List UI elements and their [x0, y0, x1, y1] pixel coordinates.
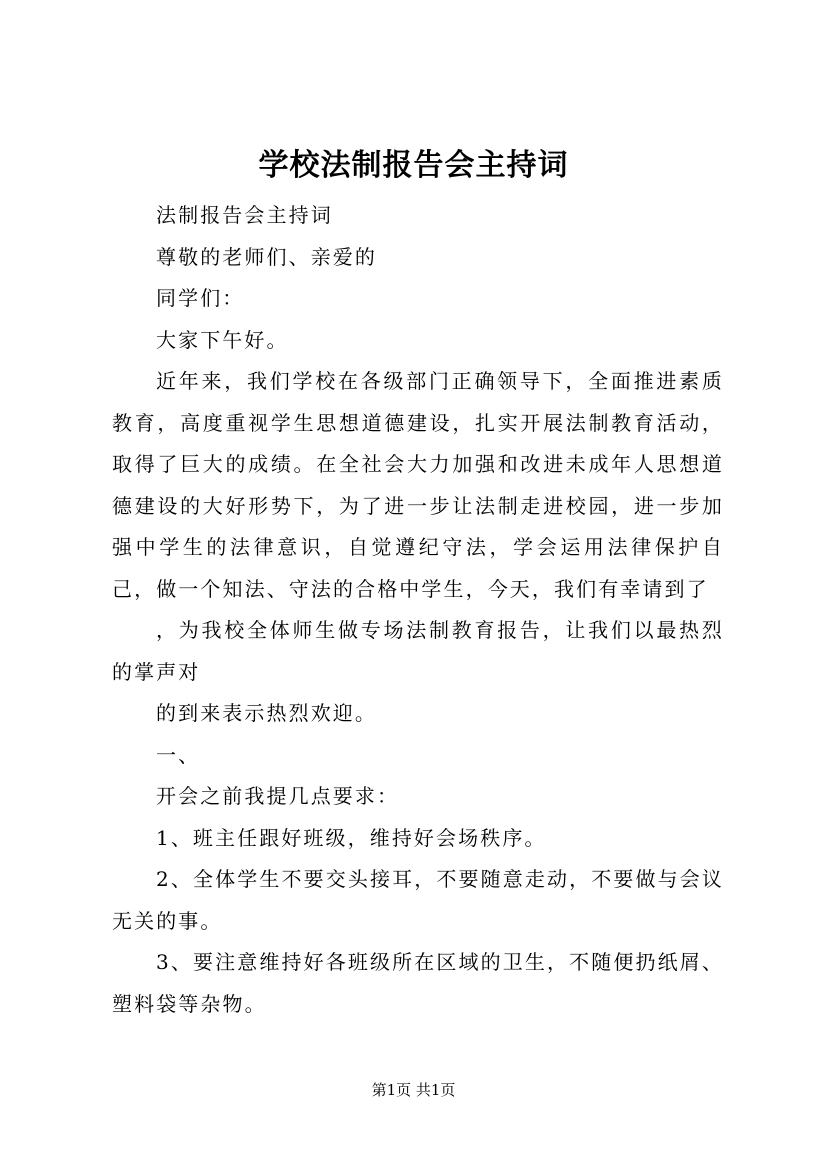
- paragraph-requirements: 开会之前我提几点要求：: [156, 784, 400, 808]
- paragraph-requirement-2: 2、全体学生不要交头接耳，不要随意走动，不要做与会议无关的事。: [112, 867, 724, 933]
- paragraph-requirement-1: 1、班主任跟好班级，维持好会场秩序。: [156, 825, 547, 850]
- paragraph-section-one: 一、: [156, 742, 201, 767]
- paragraph-salutation-cont: 同学们：: [156, 286, 245, 310]
- document-body: [112, 195, 724, 1025]
- paragraph-requirement-3: 3、要注意维持好各班级所在区域的卫生，不随便扔纸屑、塑料袋等杂物。: [112, 950, 724, 1016]
- paragraph-subtitle: 法制报告会主持词: [156, 203, 333, 227]
- paragraph-greeting: 大家下午好。: [156, 327, 289, 352]
- paragraph-salutation: 尊敬的老师们、亲爱的: [156, 244, 377, 269]
- document-title: 学校法制报告会主持词: [258, 148, 569, 183]
- page-footer: 第1页 共1页: [371, 1081, 456, 1099]
- paragraph-intro: 近年来，我们学校在各级部门正确领导下，全面推进素质教育，高度重视学生思想道德建设，扎实开展法制教育活动，取得了巨大的成绩。在全社会大力加强和改进未成年人思想道德建设的大好形势下，为了进一步让法制走进校园，进一步加强中学生的法律意识，自觉遵纪守法，学会运用法律保护自己，做一个知法、守法的合格中学生，今天，我们有幸请到了: [112, 369, 724, 601]
- paragraph-welcome: 的到来表示热烈欢迎。: [156, 701, 377, 725]
- paragraph-report: ，为我校全体师生做专场法制教育报告，让我们以最热烈的掌声对: [112, 618, 724, 684]
